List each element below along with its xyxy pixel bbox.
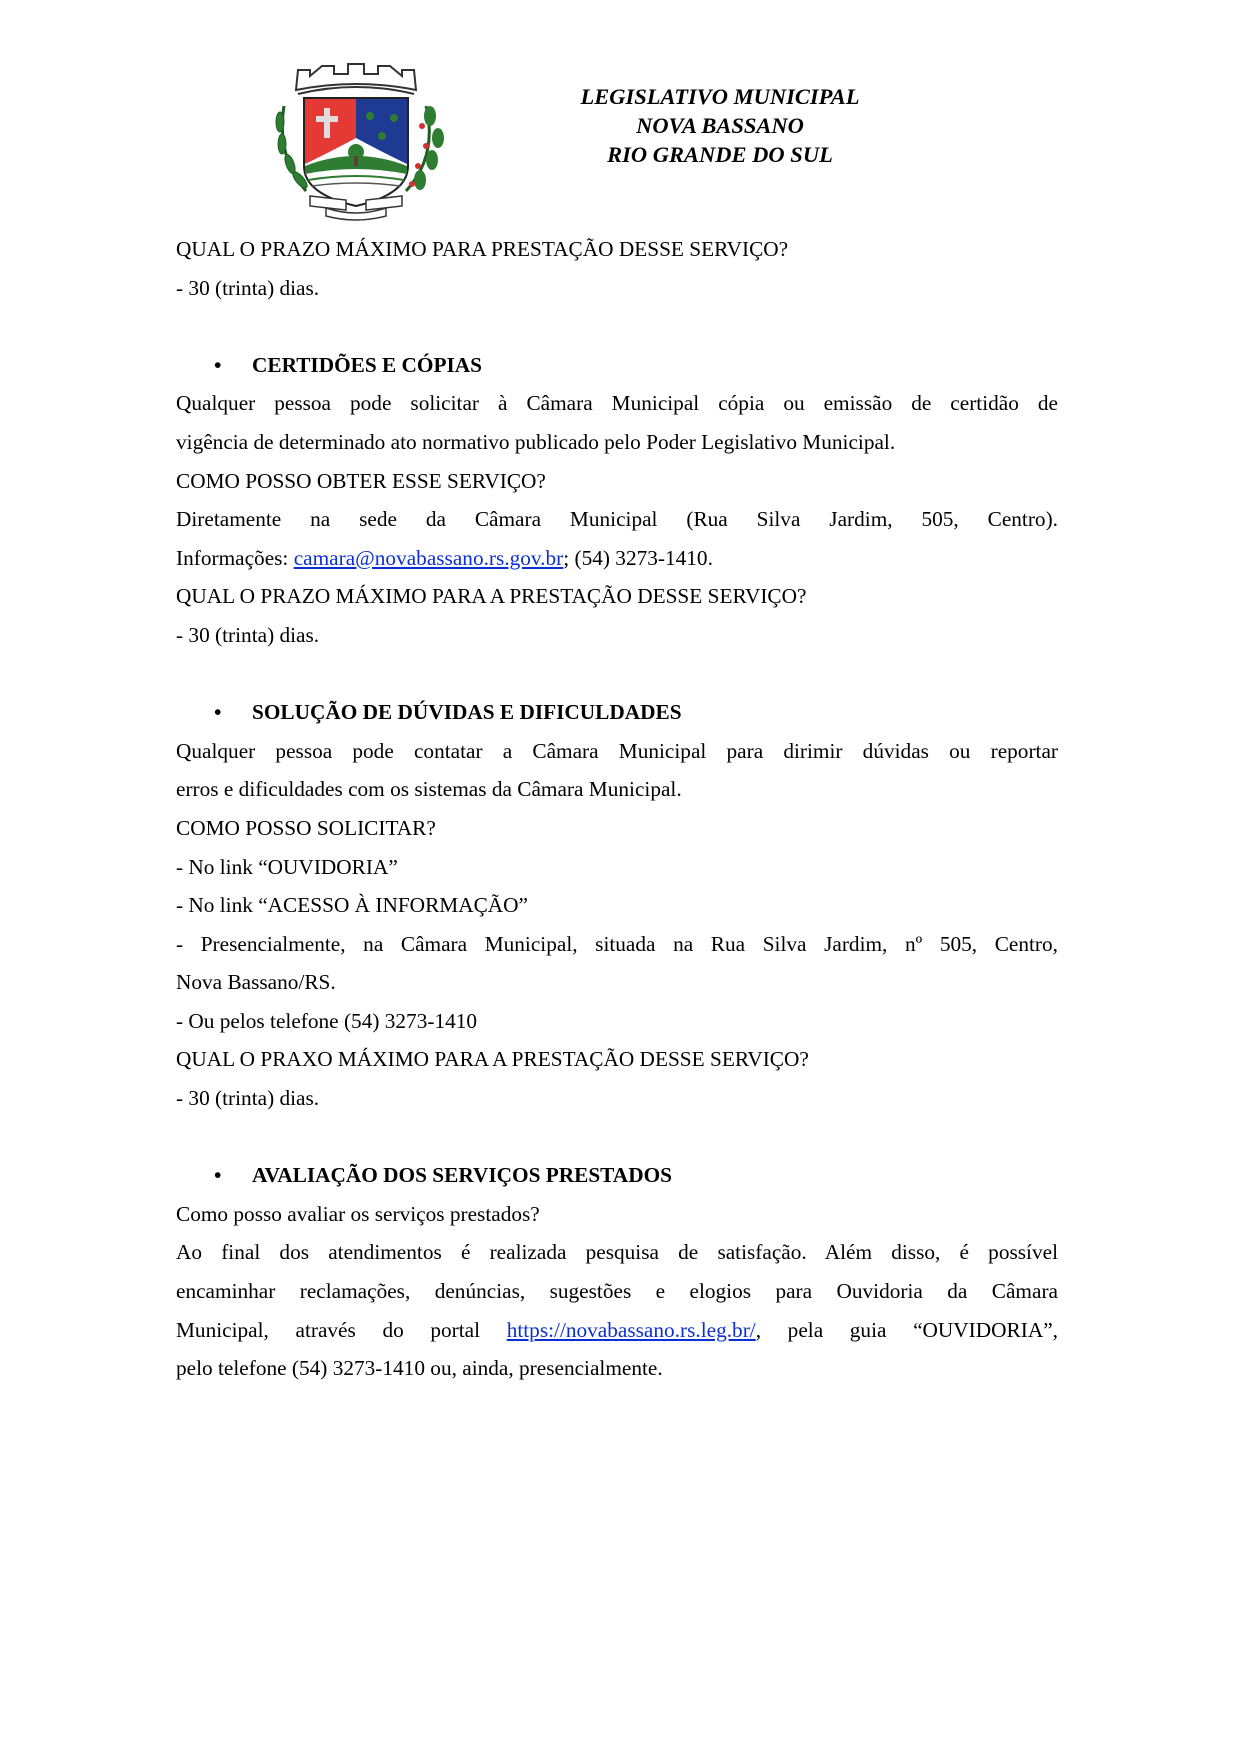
spacer [176, 655, 1058, 694]
portal-prefix: Municipal, através do portal [176, 1317, 507, 1342]
spacer [176, 1118, 1058, 1157]
option-item: - Presencialmente, na Câmara Municipal, situada na Rua Silva Jardim, nº 505, Centro, [176, 931, 1058, 956]
option-item: - No link “OUVIDORIA” [176, 854, 398, 879]
deadline-answer: - 30 (trinta) dias. [176, 1086, 320, 1111]
shield-icon [304, 98, 408, 206]
section-desc-line: Qualquer pessoa pode solicitar à Câmara Municipal cópia ou emissão de certidão de [176, 391, 1058, 416]
document-header [520, 82, 920, 169]
deadline-question: QUAL O PRAXO MÁXIMO PARA A PRESTAÇÃO DESSE SERVIÇO? [176, 1047, 809, 1072]
option-item: - No link “ACESSO À INFORMAÇÃO” [176, 893, 529, 918]
info-prefix: Informações: [176, 545, 294, 570]
contact-info-line [176, 539, 1058, 578]
section-title: SOLUÇÃO DE DÚVIDAS E DIFICULDADES [252, 700, 682, 725]
how-answer-line: Diretamente na sede da Câmara Municipal (Rua Silva Jardim, 505, Centro). [176, 507, 1058, 532]
intro-question: QUAL O PRAZO MÁXIMO PARA PRESTAÇÃO DESSE SERVIÇO? [176, 237, 789, 261]
portal-link[interactable]: https://novabassano.rs.leg.br/ [506, 1317, 756, 1342]
section-heading-avaliacao [176, 1156, 1058, 1195]
header-line-1: LEGISLATIVO MUNICIPAL [580, 84, 860, 109]
section-desc-line: erros e dificuldades com os sistemas da Câmara Municipal. [176, 777, 682, 802]
section-title: CERTIDÕES E CÓPIAS [252, 352, 483, 377]
spacer [176, 307, 1058, 346]
deadline-question: QUAL O PRAZO MÁXIMO PARA A PRESTAÇÃO DESSE SERVIÇO? [176, 584, 807, 609]
section-heading-duvidas [176, 693, 1058, 732]
municipal-coat-of-arms-icon [266, 56, 446, 221]
email-link[interactable]: camara@novabassano.rs.gov.br [293, 545, 564, 570]
how-question: COMO POSSO OBTER ESSE SERVIÇO? [176, 468, 546, 493]
crown-icon [296, 64, 416, 94]
intro-answer: - 30 (trinta) dias. [176, 275, 320, 300]
section-desc-line: vigência de determinado ato normativo publicado pelo Poder Legislativo Municipal. [176, 429, 896, 454]
evaluation-text-line: pelo telefone (54) 3273-1410 ou, ainda, presencialmente. [176, 1356, 663, 1381]
coffee-branch-icon [406, 106, 444, 191]
option-item: Nova Bassano/RS. [176, 970, 336, 995]
section-desc-line: Qualquer pessoa pode contatar a Câmara Municipal para dirimir dúvidas ou reportar [176, 738, 1058, 763]
info-suffix: ; (54) 3273-1410. [563, 545, 713, 570]
evaluation-text-line [176, 1311, 1058, 1350]
option-item: - Ou pelos telefone (54) 3273-1410 [176, 1008, 478, 1033]
document-body [176, 230, 1058, 1388]
bullet-icon: • [214, 352, 222, 377]
header-line-2: NOVA BASSANO [636, 113, 804, 138]
evaluation-text-line: Ao final dos atendimentos é realizada pesquisa de satisfação. Além disso, é possível [176, 1240, 1058, 1265]
header-line-3: RIO GRANDE DO SUL [607, 142, 833, 167]
bullet-icon: • [214, 700, 222, 725]
evaluation-question: Como posso avaliar os serviços prestados? [176, 1201, 540, 1226]
deadline-answer: - 30 (trinta) dias. [176, 622, 320, 647]
section-title: AVALIAÇÃO DOS SERVIÇOS PRESTADOS [252, 1163, 672, 1188]
how-question: COMO POSSO SOLICITAR? [176, 815, 436, 840]
portal-suffix: , pela guia “OUVIDORIA”, [755, 1317, 1058, 1342]
evaluation-text-line: encaminhar reclamações, denúncias, sugestões e elogios para Ouvidoria da Câmara [176, 1279, 1058, 1304]
bullet-icon: • [214, 1163, 222, 1188]
section-heading-certidoes [176, 346, 1058, 385]
